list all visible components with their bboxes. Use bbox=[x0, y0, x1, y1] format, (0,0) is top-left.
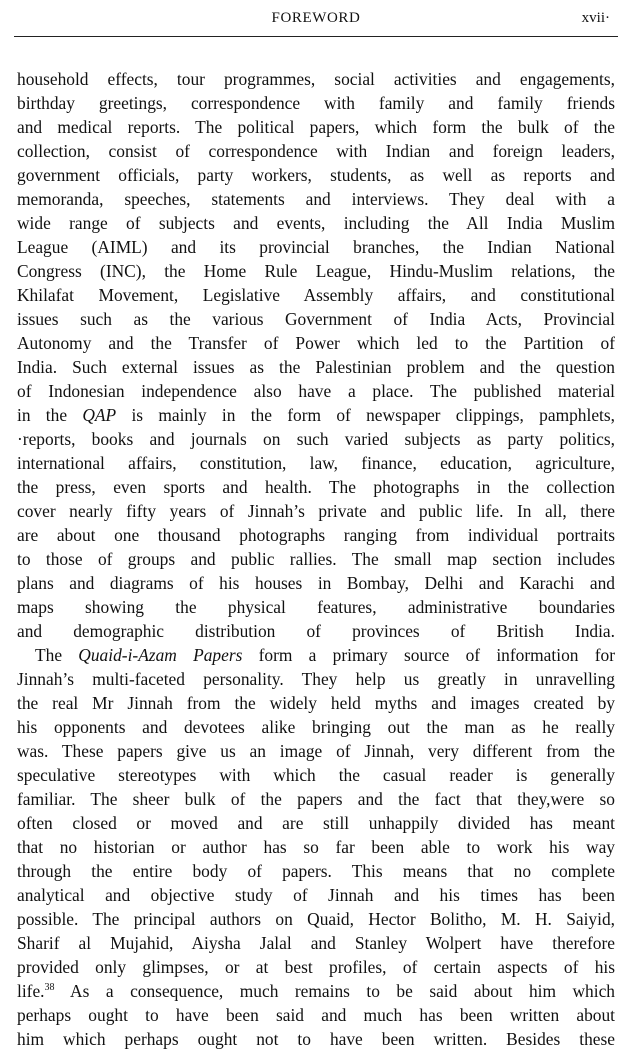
header-rule bbox=[14, 36, 618, 37]
paragraph bbox=[17, 67, 615, 643]
text-line: wide range of subjects and events, including the All India Muslim bbox=[17, 213, 615, 233]
text-line: birthday greetings, correspondence with family and family friends bbox=[17, 93, 615, 113]
text-line: the real Mr Jinnah from the widely held myths and images created by bbox=[17, 693, 615, 713]
text-line: of Indonesian independence also have a place. The published material bbox=[17, 381, 615, 401]
text-line: him which perhaps ought not to have been written. Besides these bbox=[17, 1029, 615, 1049]
text-line: international affairs, constitution, law, finance, education, agriculture, bbox=[17, 453, 615, 473]
body-text bbox=[17, 67, 615, 1051]
text-line: household effects, tour programmes, social activities and engagements, bbox=[17, 69, 615, 89]
text-line: Jinnah’s multi-faceted personality. They help us greatly in unravelling bbox=[17, 669, 615, 689]
text-line: issues such as the various Government of India Acts, Provincial bbox=[17, 309, 615, 329]
text-line: are about one thousand photographs ranging from individual portraits bbox=[17, 525, 615, 545]
text-line: Sharif al Mujahid, Aiysha Jalal and Stanley Wolpert have therefore bbox=[17, 933, 615, 953]
text-line: analytical and objective study of Jinnah and his times has been bbox=[17, 885, 615, 905]
text-line: and medical reports. The political papers, which form the bulk of the bbox=[17, 117, 615, 137]
page-header bbox=[14, 8, 618, 34]
text-line: provided only glimpses, or at best profiles, of certain aspects of his bbox=[17, 957, 615, 977]
text-line: government officials, party workers, students, as well as reports and bbox=[17, 165, 615, 185]
text-line: perhaps ought to have been said and much has been written about bbox=[17, 1005, 615, 1025]
text-line: speculative stereotypes with which the casual reader is generally bbox=[17, 765, 615, 785]
text-line: through the entire body of papers. This means that no complete bbox=[17, 861, 615, 881]
text-line: The Quaid-i-Azam Papers form a primary source of information for bbox=[35, 645, 615, 665]
text-line: ·reports, books and journals on such varied subjects as party politics, bbox=[17, 429, 615, 449]
text-line: plans and diagrams of his houses in Bombay, Delhi and Karachi and bbox=[17, 573, 615, 593]
text-line: Khilafat Movement, Legislative Assembly affairs, and constitutional bbox=[17, 285, 615, 305]
text-line: was. These papers give us an image of Jinnah, very different from the bbox=[17, 741, 615, 761]
text-line: Autonomy and the Transfer of Power which led to the Partition of bbox=[17, 333, 615, 353]
text-line: life.$^{38}$ As a consequence, much remains to be said about him which bbox=[17, 981, 615, 1001]
text-line: collection, consist of correspondence with Indian and foreign leaders, bbox=[17, 141, 615, 161]
text-line: in the QAP is mainly in the form of newspaper clippings, pamphlets, bbox=[17, 405, 615, 425]
text-line: memoranda, speeches, statements and interviews. They deal with a bbox=[17, 189, 615, 209]
text-line: the press, even sports and health. The photographs in the collection bbox=[17, 477, 615, 497]
text-line: cover nearly fifty years of Jinnah’s private and public life. In all, there bbox=[17, 501, 615, 521]
text-line: that no historian or author has so far been able to work his way bbox=[17, 837, 615, 857]
running-head: FOREWORD bbox=[271, 10, 361, 26]
page-number: xvii· bbox=[581, 10, 610, 26]
text-line: to those of groups and public rallies. The small map section includes bbox=[17, 549, 615, 569]
text-line: familiar. The sheer bulk of the papers and the fact that they,were so bbox=[17, 789, 615, 809]
text-line: maps showing the physical features, administrative boundaries bbox=[17, 597, 615, 617]
text-line: League (AIML) and its provincial branches, the Indian National bbox=[17, 237, 615, 257]
text-line: and demographic distribution of provinces of British India. bbox=[17, 621, 615, 641]
text-line: his opponents and devotees alike bringing out the man as he really bbox=[17, 717, 615, 737]
text-line: possible. The principal authors on Quaid, Hector Bolitho, M. H. Saiyid, bbox=[17, 909, 615, 929]
paragraph bbox=[17, 643, 615, 1051]
text-line: often closed or moved and are still unhappily divided has meant bbox=[17, 813, 615, 833]
text-line: India. Such external issues as the Palestinian problem and the question bbox=[17, 357, 615, 377]
text-line: Congress (INC), the Home Rule League, Hindu-Muslim relations, the bbox=[17, 261, 615, 281]
